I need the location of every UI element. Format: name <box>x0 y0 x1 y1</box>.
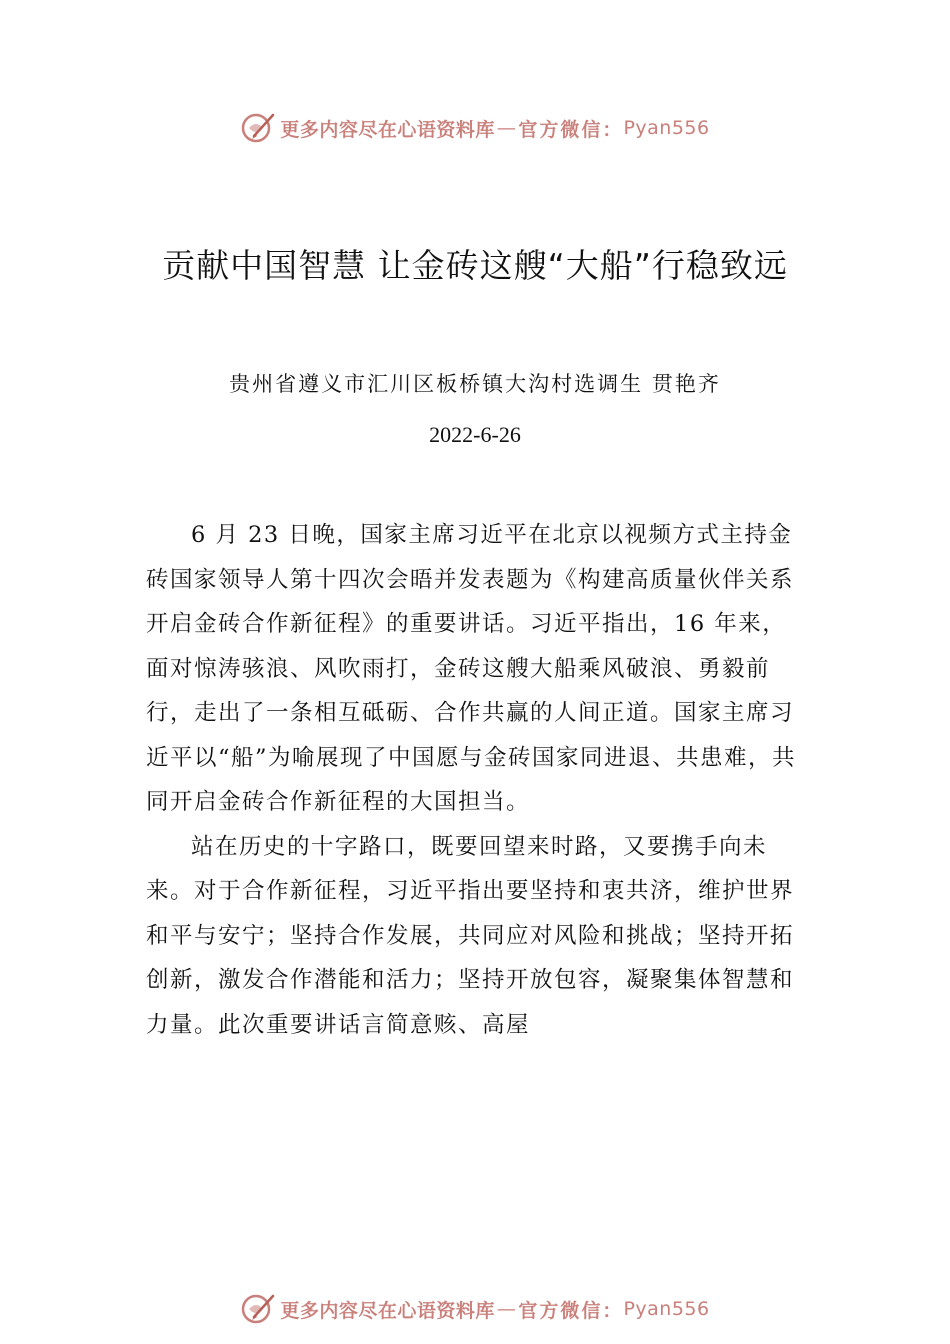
pen-logo-icon <box>240 110 276 146</box>
header-watermark <box>0 108 950 148</box>
author-line: 贵州省遵义市汇川区板桥镇大沟村选调生 贯艳齐 <box>229 372 721 396</box>
paragraph: 6 月 23 日晚，国家主席习近平在北京以视频方式主持金砖国家领导人第十四次会晤并发表题为《构建高质量伙伴关系 开启金砖合作新征程》的重要讲话。习近平指出，16 年来，面对惊涛骇浪、风吹雨打，金砖这艘大船乘风破浪、勇毅前行，走出了一条相互砥砺、合作共赢的人间正道。国家主席习近平以“船”为喻展现了中国愿与金砖国家同进退、共患难，共同开启金砖合作新征程的大国担当。 <box>146 522 797 815</box>
watermark-main-text: 更多内容尽在心语资料库 <box>280 1299 495 1322</box>
watermark-label: 官方微信： <box>518 118 624 141</box>
watermark-wechat-id: Pyan556 <box>623 117 710 139</box>
watermark-separator: — <box>496 1298 517 1320</box>
article-body <box>146 513 802 1047</box>
paragraph: 站在历史的十字路口，既要回望来时路，又要携手向未来。对于合作新征程，习近平指出要坚持和衷共济，维护世界和平与安宁；坚持合作发展，共同应对风险和挑战；坚持开拓创新，激发合作潜能和活力；坚持开放包容，凝聚集体智慧和力量。此次重要讲话言简意赅、高屋 <box>146 833 795 1038</box>
watermark-separator: — <box>496 117 517 139</box>
watermark-label: 官方微信： <box>518 1299 624 1322</box>
document-date: 2022-6-26 <box>429 422 521 447</box>
watermark-wechat-id: Pyan556 <box>623 1298 710 1320</box>
watermark-main-text: 更多内容尽在心语资料库 <box>280 118 495 141</box>
footer-watermark <box>0 1289 950 1329</box>
pen-logo-icon <box>240 1291 276 1327</box>
document-title: 贡献中国智慧 让金砖这艘“大船”行稳致远 <box>162 246 788 285</box>
